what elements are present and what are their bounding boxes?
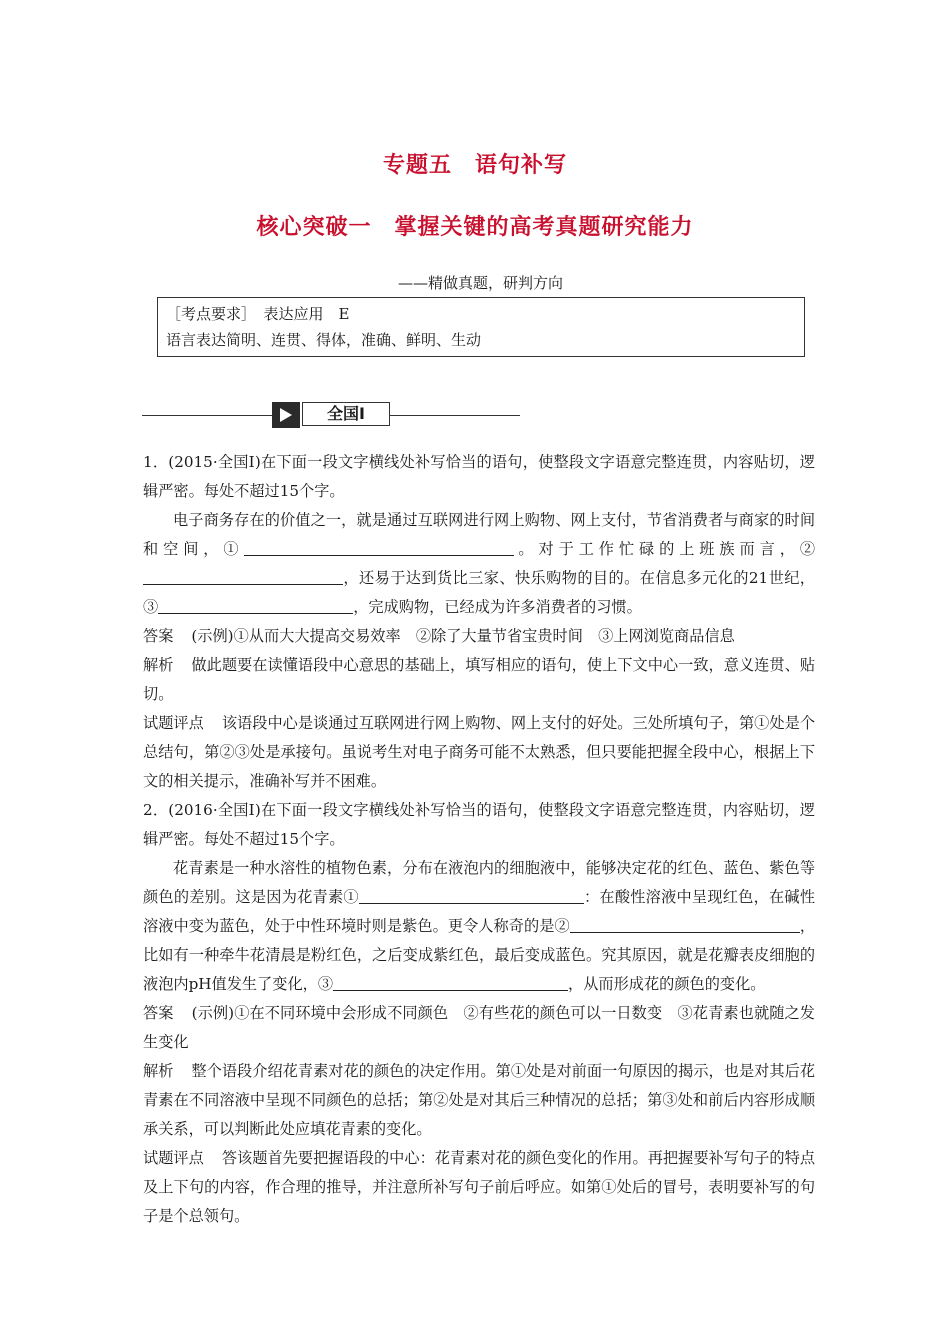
- q1-blank-2[interactable]: [143, 566, 343, 585]
- q2-blank-3[interactable]: [333, 972, 568, 991]
- q2-passage-d: ，从而形成花的颜色的变化。: [568, 975, 766, 993]
- q2-blank-2-cont[interactable]: [682, 914, 800, 933]
- q2-answer-text: (示例)①在不同环境中会形成不同颜色 ②有些花的颜色可以一日数变 ③花青素也就随之发生变化: [143, 1004, 815, 1051]
- q2-analysis: [143, 1057, 815, 1144]
- q1-review-label: 试题评点: [143, 714, 204, 732]
- q1-answer-text: (示例)①从而大大提高交易效率 ②除了大量节省宝贵时间 ③上网浏览商品信息: [191, 627, 735, 645]
- q2-blank-2[interactable]: [570, 914, 682, 933]
- section-label: 全国Ⅰ: [302, 402, 390, 426]
- requirements-box: [157, 297, 805, 357]
- requirements-line-2: 语言表达简明、连贯、得体，准确、鲜明、生动: [166, 331, 482, 349]
- tagline: ——精做真题，研判方向: [398, 274, 564, 292]
- main-content: [143, 448, 815, 1231]
- q2-blank-1[interactable]: [359, 885, 584, 904]
- q1-passage-a: 电子商务存在的价值之一，就是通过互联网进行网上购物、网上支付，节省消费者与商家的时间和空间，①: [143, 511, 815, 558]
- q2-passage: [143, 854, 815, 999]
- q1-answer-label: 答案: [143, 627, 174, 645]
- page-subtitle: 核心突破一 掌握关键的高考真题研究能力: [256, 215, 694, 240]
- requirements-line-1: ［考点要求］ 表达应用 E: [166, 305, 350, 323]
- divider-left: [142, 415, 272, 416]
- q2-passage-b: ：在酸性溶液中呈现红色，在碱性溶液中变为蓝色，处于中性环境时则是紫色。更令人称奇的是②: [143, 888, 816, 935]
- q1-analysis-text: 做此题要在读懂语段中心意思的基础上，填写相应的语句，使上下文中心一致，意义连贯、贴切。: [143, 656, 816, 703]
- q1-review-text: 该语段中心是谈通过互联网进行网上购物、网上支付的好处。三处所填句子，第①处是个总结句，第②③处是承接句。虽说考生对电子商务可能不太熟悉，但只要能把握全段中心，根据上下文的相关提示，准确补写并不困难。: [143, 714, 816, 790]
- q1-passage-d: ，完成购物，已经成为许多消费者的习惯。: [353, 598, 642, 616]
- q2-stem: 2．(2016·全国Ⅰ)在下面一段文字横线处补写恰当的语句，使整段文字语意完整连贯，内容贴切，逻辑严密。每处不超过15个字。: [143, 801, 815, 848]
- q1-passage-b: 。对于工作忙碌的上班族而言，②: [513, 540, 816, 558]
- q1-blank-1[interactable]: [244, 537, 514, 556]
- q2-answer: [143, 999, 815, 1057]
- q2-passage-c: ，比如有一种牵牛花清晨是粉红色，之后变成紫红色，最后变成蓝色。究其原因，就是花瓣表皮细胞的液泡内pH值发生了变化，③: [143, 917, 816, 993]
- q2-passage-a: 花青素是一种水溶性的植物色素，分布在液泡内的细胞液中，能够决定花的红色、蓝色、紫色等颜色的差别。这是因为花青素①: [143, 859, 815, 906]
- q1-review: [143, 709, 815, 796]
- q1-stem: 1．(2015·全国Ⅰ)在下面一段文字横线处补写恰当的语句，使整段文字语意完整连贯，内容贴切，逻辑严密。每处不超过15个字。: [143, 453, 815, 500]
- play-triangle-icon: [272, 402, 300, 428]
- q2-analysis-text: 整个语段介绍花青素对花的颜色的决定作用。第①处是对前面一句原因的揭示，也是对其后花青素在不同溶液中呈现不同颜色的总括；第②处是对其后三种情况的总括；第③处和前后内容形成顺承关系，可以判断此处应填花青素的变化。: [143, 1062, 816, 1138]
- q1-analysis-label: 解析: [143, 656, 174, 674]
- q2-review-text: 答该题首先要把握语段的中心：花青素对花的颜色变化的作用。再把握要补写句子的特点及上下句的内容，作合理的推导，并注意所补写句子前后呼应。如第①处后的冒号，表明要补写的句子是个总领句。: [143, 1149, 816, 1225]
- section-header: [142, 400, 520, 430]
- q1-passage-c: ，还易于达到货比三家、快乐购物的目的。在信息多元化的21世纪，③: [143, 569, 815, 616]
- q1-blank-3[interactable]: [158, 595, 353, 614]
- q2-review-label: 试题评点: [143, 1149, 204, 1167]
- q1-answer: [143, 622, 815, 651]
- q1-analysis: [143, 651, 815, 709]
- q1-passage: [143, 506, 815, 622]
- divider-right: [390, 415, 520, 416]
- page-title: 专题五 语句补写: [382, 153, 567, 178]
- q2-review: [143, 1144, 815, 1231]
- q2-analysis-label: 解析: [143, 1062, 174, 1080]
- q2-answer-label: 答案: [143, 1004, 174, 1022]
